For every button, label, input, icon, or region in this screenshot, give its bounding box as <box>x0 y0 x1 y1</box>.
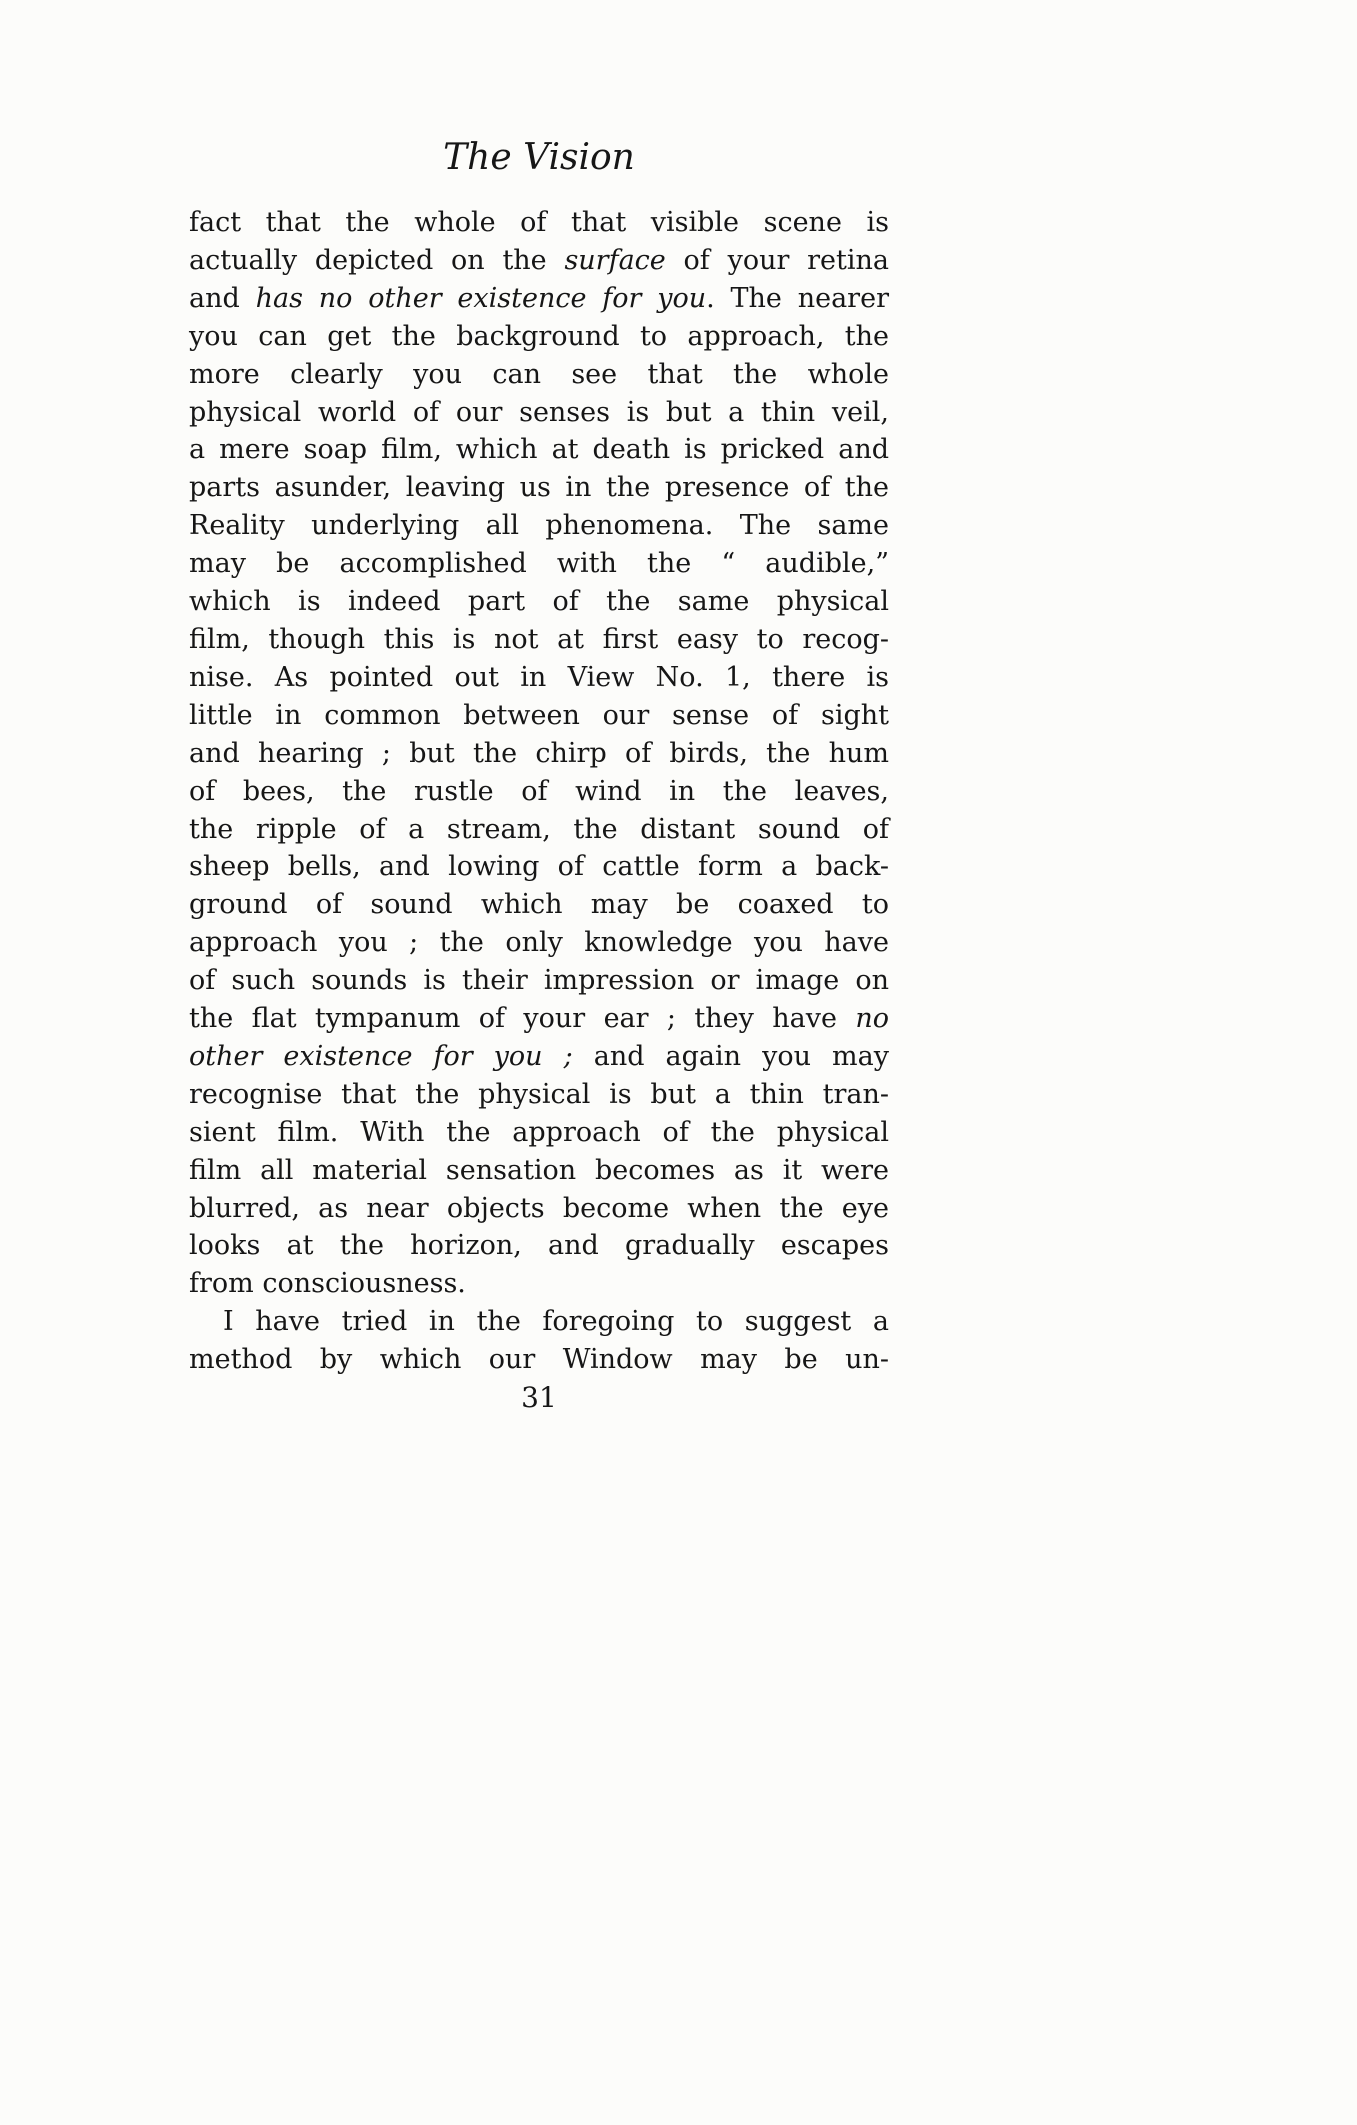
text-line: other existence for you ; and again you may <box>189 1040 889 1072</box>
page-number: 31 <box>521 1381 557 1415</box>
text-line: sient film. With the approach of the physical <box>189 1116 889 1148</box>
text-line: and hearing ; but the chirp of birds, the hum <box>189 737 889 769</box>
text-line: I have tried in the foregoing to suggest a <box>223 1306 889 1338</box>
text-line: approach you ; the only knowledge you have <box>189 927 889 959</box>
text-line: blurred, as near objects become when the eye <box>189 1192 889 1224</box>
text-block <box>189 204 889 1379</box>
text-line: a mere soap film, which at death is pricked and <box>189 434 889 466</box>
page-title: The Vision <box>443 137 635 178</box>
text-line: you can get the background to approach, the <box>189 320 889 352</box>
text-line: method by which our Window may be un- <box>189 1344 889 1376</box>
text-line: parts asunder, leaving us in the presence of the <box>189 472 889 504</box>
text-line: physical world of our senses is but a thin veil, <box>189 396 889 428</box>
text-line: the ripple of a stream, the distant sound of <box>189 813 889 845</box>
text-line: actually depicted on the surface of your retina <box>189 244 889 276</box>
text-line: from consciousness. <box>189 1268 466 1300</box>
text-line: of such sounds is their impression or image on <box>189 965 889 997</box>
text-line: film all material sensation becomes as it were <box>189 1154 889 1186</box>
text-line: of bees, the rustle of wind in the leaves, <box>189 775 889 807</box>
text-line: film, though this is not at first easy to recog- <box>189 623 889 655</box>
text-line: little in common between our sense of sight <box>189 699 889 731</box>
text-line: which is indeed part of the same physical <box>189 586 889 618</box>
text-line: more clearly you can see that the whole <box>189 358 889 390</box>
text-line: the flat tympanum of your ear ; they have no <box>189 1003 889 1035</box>
page-content <box>189 136 889 1417</box>
text-line: nise. As pointed out in View No. 1, there is <box>189 661 889 693</box>
text-line: Reality underlying all phenomena. The same <box>189 510 889 542</box>
text-line: fact that the whole of that visible scene is <box>189 207 889 238</box>
text-line: ground of sound which may be coaxed to <box>189 889 889 921</box>
text-line: and has no other existence for you. The nearer <box>189 282 889 314</box>
text-line: sheep bells, and lowing of cattle form a back- <box>189 851 889 883</box>
text-line: recognise that the physical is but a thin tran- <box>189 1078 889 1110</box>
text-line: may be accomplished with the “ audible,” <box>189 548 889 580</box>
text-line: looks at the horizon, and gradually escapes <box>189 1230 889 1262</box>
